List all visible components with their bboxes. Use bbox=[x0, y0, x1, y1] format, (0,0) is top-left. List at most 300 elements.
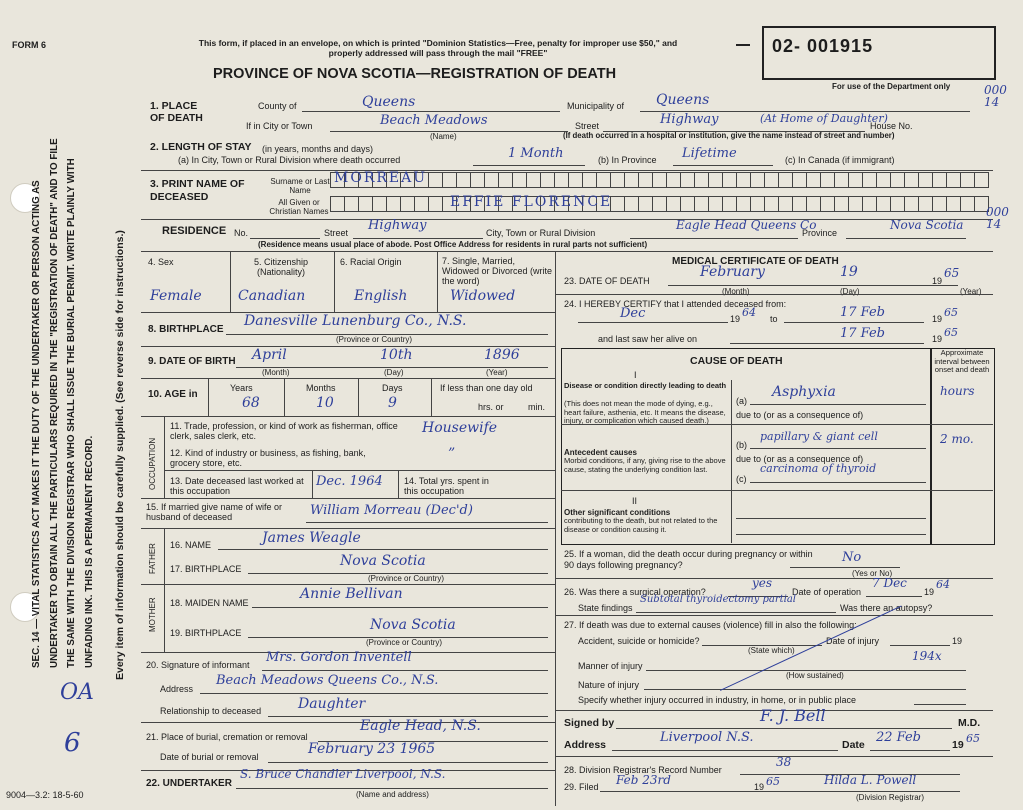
lessday-label: If less than one day old bbox=[440, 383, 533, 393]
signoff-bottom bbox=[555, 756, 993, 757]
residence-label: RESIDENCE bbox=[162, 225, 227, 237]
age-div4 bbox=[431, 378, 432, 416]
medical-title: MEDICAL CERTIFICATE OF DEATH bbox=[672, 256, 839, 267]
father-bottom bbox=[141, 584, 555, 585]
spouse-label: 15. If married give name of wife or husband of deceased bbox=[146, 502, 283, 522]
signed-label: Signed by bbox=[564, 717, 615, 729]
letter-cell bbox=[611, 172, 625, 188]
father-birthplace-label: 17. BIRTHPLACE bbox=[170, 564, 242, 574]
undertaker-label: 22. UNDERTAKER bbox=[146, 778, 232, 789]
side-instructions: SEC. 14 — VITAL STATISTICS ACT MAKES IT THE DUTY OF THE UNDERTAKER OR PERSON ACTING AS UNDERTAKER TO OBTAIN ALL THE PARTICULARS REQUIRED IN THE "REGISTRATION OF DEATH" AND TO FILE THE SAME WITH THE DIVISION REGISTRAR WHO SHALL ISSUE THE BURIAL PERMIT. WRITE PLAINLY WITH UNFADING INK. THIS IS A PERMANENT RECORD. bbox=[31, 138, 95, 668]
mother-caption: (Province or Country) bbox=[366, 638, 443, 647]
letter-cell bbox=[751, 196, 765, 212]
antecedent-note: Morbid conditions, if any, giving rise to the above cause, stating the underlying condition last. bbox=[564, 456, 726, 474]
dueto-2: due to (or as a consequence of) bbox=[736, 454, 864, 464]
letter-cell bbox=[330, 196, 345, 212]
city-label: If in City or Town bbox=[246, 121, 313, 131]
date-line bbox=[870, 750, 950, 751]
street-label-1: Street bbox=[575, 121, 600, 131]
q27: 27. If death was due to external causes (violence) fill in also the following: bbox=[564, 620, 857, 630]
age-label: 10. AGE in bbox=[148, 389, 198, 400]
dob-month-caption: (Month) bbox=[262, 368, 290, 377]
q26-bottom bbox=[555, 615, 993, 616]
letter-cell bbox=[765, 172, 779, 188]
address-value: Liverpool N.S. bbox=[660, 730, 754, 745]
letter-cell bbox=[793, 196, 807, 212]
letter-cell bbox=[947, 196, 961, 212]
disease-label: Disease or condition directly leading to death bbox=[564, 381, 727, 390]
stay-c-label: (c) In Canada (if immigrant) bbox=[785, 155, 895, 165]
years-label: Years bbox=[230, 383, 253, 393]
letter-cell bbox=[541, 172, 555, 188]
citizenship-label: 5. Citizenship (Nationality) bbox=[253, 257, 309, 277]
q14-div bbox=[398, 470, 399, 498]
letter-cell bbox=[863, 172, 877, 188]
letter-cell bbox=[457, 172, 471, 188]
row4-div2 bbox=[334, 251, 335, 312]
q23: 23. DATE OF DEATH bbox=[564, 276, 650, 286]
letter-cell bbox=[737, 172, 751, 188]
institution-note: (If death occurred in a hospital or institution, give the name instead of street and number) bbox=[563, 131, 895, 140]
op-year-prefix: 19 bbox=[924, 587, 935, 597]
dob-day-caption: (Day) bbox=[384, 368, 404, 377]
letter-cell bbox=[443, 172, 457, 188]
dob-year: 1896 bbox=[484, 347, 520, 363]
residence-city-value: Eagle Head Queens Co bbox=[676, 218, 817, 232]
date-year: 65 bbox=[966, 732, 980, 745]
other-note: contributing to the death, but not related to the disease or condition causing it. bbox=[564, 516, 718, 534]
op-date-line bbox=[866, 596, 922, 597]
informant-sig-line bbox=[262, 670, 548, 671]
form-code: 9004—3.2: 18-5-60 bbox=[6, 790, 84, 800]
sex-value: Female bbox=[150, 288, 202, 304]
residence-province-line bbox=[846, 238, 966, 239]
mother-birthplace-label: 19. BIRTHPLACE bbox=[170, 628, 242, 638]
residence-province-label: Province bbox=[802, 228, 838, 238]
letter-cell bbox=[779, 172, 793, 188]
surname-boxes bbox=[330, 172, 989, 188]
letter-cell bbox=[961, 172, 975, 188]
mother-name-line bbox=[252, 607, 548, 608]
q12: 12. Kind of industry or business, as fishing, bank, grocery store, etc. bbox=[170, 448, 366, 468]
residence-no-label: No. bbox=[234, 228, 249, 238]
address-label: Address bbox=[564, 739, 607, 751]
birthplace-caption: (Province or Country) bbox=[336, 335, 413, 344]
letter-cell bbox=[933, 172, 947, 188]
letter-cell bbox=[345, 196, 359, 212]
last-seen-line bbox=[730, 343, 924, 344]
letter-cell bbox=[849, 172, 863, 188]
letter-cell bbox=[877, 172, 891, 188]
q24-to-line bbox=[784, 322, 924, 323]
residence-street-label: Street bbox=[324, 228, 349, 238]
letter-cell bbox=[681, 172, 695, 188]
letter-cell bbox=[835, 196, 849, 212]
origin-value: English bbox=[354, 288, 408, 304]
county-label: County of bbox=[258, 101, 297, 111]
letter-cell bbox=[625, 196, 639, 212]
address-line bbox=[612, 750, 838, 751]
how-sustained: (How sustained) bbox=[786, 671, 844, 680]
letter-cell bbox=[387, 196, 401, 212]
filed-year-prefix: 19 bbox=[754, 782, 765, 792]
last-seen: 17 Feb bbox=[840, 326, 885, 341]
letter-cell bbox=[807, 196, 821, 212]
letter-cell bbox=[975, 172, 989, 188]
letter-cell bbox=[429, 172, 443, 188]
op-date-label: Date of operation bbox=[792, 587, 862, 597]
signed-line bbox=[616, 728, 952, 729]
margin-mark-6: 6 bbox=[64, 728, 81, 758]
informant-address-label: Address bbox=[160, 684, 194, 694]
stay-a-label: (a) In City, Town or Rural Division where death occurred bbox=[178, 155, 401, 165]
father-side-label: FATHER bbox=[148, 543, 157, 574]
letter-cell bbox=[555, 172, 569, 188]
cause-a-label: (a) bbox=[736, 396, 747, 406]
dueto-1: due to (or as a consequence of) bbox=[736, 410, 864, 420]
cause-row-rule bbox=[561, 424, 993, 425]
hrs-label: hrs. or bbox=[478, 402, 504, 412]
age-months: 10 bbox=[316, 395, 334, 411]
q24-from-line bbox=[578, 322, 728, 323]
cause-a-value: Asphyxia bbox=[772, 384, 836, 400]
death-month: February bbox=[700, 264, 765, 280]
findings-label: State findings bbox=[578, 603, 633, 613]
registrar-caption: (Division Registrar) bbox=[856, 793, 925, 802]
months-label: Months bbox=[306, 383, 336, 393]
letter-cell bbox=[667, 172, 681, 188]
undertaker-caption: (Name and address) bbox=[356, 790, 429, 799]
date-year-prefix: 19 bbox=[952, 739, 964, 751]
given-label: All Given or Christian Names bbox=[269, 198, 329, 216]
stay-b-label: (b) In Province bbox=[598, 155, 657, 165]
letter-cell bbox=[695, 172, 709, 188]
letter-cell bbox=[723, 196, 737, 212]
letter-cell bbox=[681, 196, 695, 212]
letter-cell bbox=[947, 172, 961, 188]
q23-line bbox=[668, 285, 958, 286]
informant-sig-label: 20. Signature of informant bbox=[146, 660, 250, 670]
age-div2 bbox=[284, 378, 285, 416]
cause-b-line bbox=[750, 448, 926, 449]
death-day: 19 bbox=[840, 264, 858, 280]
cause-c-line bbox=[750, 482, 926, 483]
last-seen-label: and last saw her alive on bbox=[598, 334, 698, 344]
given-name-boxes bbox=[330, 196, 989, 212]
letter-cell bbox=[611, 196, 625, 212]
street-value-1: Highway bbox=[660, 112, 719, 127]
stay-b-value: Lifetime bbox=[682, 146, 737, 161]
md-label: M.D. bbox=[958, 717, 981, 729]
letter-cell bbox=[891, 172, 905, 188]
record-no: 38 bbox=[776, 755, 792, 769]
letter-cell bbox=[905, 172, 919, 188]
to-year-prefix: 19 bbox=[932, 314, 943, 324]
letter-cell bbox=[765, 196, 779, 212]
occ-side-rule bbox=[164, 416, 165, 498]
letter-cell bbox=[933, 196, 947, 212]
stay-a-value: 1 Month bbox=[508, 146, 564, 161]
findings: Subtotal thyroidectomy partial bbox=[640, 594, 796, 605]
letter-cell bbox=[513, 172, 527, 188]
citizenship-value: Canadian bbox=[238, 288, 306, 304]
marital-label: 7. Single, Married, Widowed or Divorced (write the word) bbox=[442, 256, 553, 286]
residence-province-value: Nova Scotia bbox=[890, 218, 964, 232]
letter-cell bbox=[583, 172, 597, 188]
informant-relation: Daughter bbox=[298, 696, 366, 712]
last-seen-year-prefix: 19 bbox=[932, 334, 943, 344]
q11: 11. Trade, profession, or kind of work as fisherman, office clerk, sales clerk, etc. bbox=[170, 421, 398, 441]
informant-address-line bbox=[200, 693, 548, 694]
burial-place-label: 21. Place of burial, cremation or removal bbox=[146, 732, 308, 742]
dob-month: April bbox=[252, 347, 287, 363]
filed-year: 65 bbox=[766, 775, 780, 788]
birthplace-value: Danesville Lunenburg Co., N.S. bbox=[244, 313, 467, 329]
age-div1 bbox=[208, 378, 209, 416]
undertaker-value: S. Bruce Chandler Liverpool, N.S. bbox=[240, 767, 446, 781]
county-line bbox=[302, 111, 560, 112]
mother-birthplace-value: Nova Scotia bbox=[370, 617, 456, 633]
signed-value: F. J. Bell bbox=[760, 706, 826, 725]
dob-day: 10th bbox=[380, 347, 413, 363]
q29-line bbox=[600, 791, 960, 792]
informant-relation-label: Relationship to deceased bbox=[160, 706, 262, 716]
letter-cell bbox=[597, 172, 611, 188]
registration-number-box bbox=[762, 26, 996, 80]
roman-2: II bbox=[632, 496, 638, 506]
county-value: Queens bbox=[362, 94, 416, 110]
letter-cell bbox=[723, 172, 737, 188]
row9-bottom bbox=[141, 378, 555, 379]
interval-box bbox=[930, 348, 995, 545]
residence-street-line bbox=[353, 238, 483, 239]
q25: 25. If a woman, did the death occur during pregnancy or within 90 days following pregnancy? bbox=[564, 549, 813, 570]
accident-label: Accident, suicide or homicide? bbox=[578, 636, 700, 646]
death-day-caption: (Day) bbox=[840, 287, 860, 296]
date-value: 22 Feb bbox=[876, 730, 921, 745]
to-label: to bbox=[770, 314, 778, 324]
stay-b-line bbox=[673, 165, 773, 166]
spouse-bottom bbox=[141, 528, 555, 529]
death-year-prefix: 19 bbox=[932, 276, 943, 286]
state-which: (State which) bbox=[748, 646, 795, 655]
cause-a-interval: hours bbox=[940, 384, 975, 398]
letter-cell bbox=[863, 196, 877, 212]
letter-cell bbox=[751, 172, 765, 188]
father-name-value: James Weagle bbox=[262, 530, 361, 546]
a13: Dec. 1964 bbox=[316, 474, 383, 489]
father-name-label: 16. NAME bbox=[170, 540, 212, 550]
residence-city-line bbox=[630, 238, 798, 239]
death-year: 65 bbox=[944, 266, 960, 280]
letter-cell bbox=[569, 172, 583, 188]
q23-bottom bbox=[555, 294, 993, 295]
letter-cell bbox=[499, 172, 513, 188]
department-use-note: For use of the Department only bbox=[832, 82, 951, 91]
days-label: Days bbox=[382, 383, 403, 393]
letter-cell bbox=[807, 172, 821, 188]
q25-line bbox=[790, 567, 900, 568]
letter-cell bbox=[485, 172, 499, 188]
burial-date-label: Date of burial or removal bbox=[160, 752, 259, 762]
sex-label: 4. Sex bbox=[148, 257, 174, 267]
letter-cell bbox=[709, 172, 723, 188]
specify-line bbox=[914, 704, 966, 705]
father-side-rule bbox=[164, 528, 165, 584]
other-line bbox=[736, 518, 926, 519]
findings-line bbox=[636, 612, 836, 613]
letter-cell bbox=[359, 196, 373, 212]
cause-b-value: papillary & giant cell bbox=[760, 430, 878, 443]
cause-c-label: (c) bbox=[736, 474, 747, 484]
father-caption: (Province or Country) bbox=[368, 574, 445, 583]
residence-note: (Residence means usual place of abode. Post Office Address for residents in rural parts not sufficient) bbox=[258, 240, 648, 249]
letter-cell bbox=[401, 196, 415, 212]
age-years: 68 bbox=[242, 395, 260, 411]
length-of-stay-sub: (in years, months and days) bbox=[262, 144, 374, 154]
q13: 13. Date deceased last worked at this occupation bbox=[170, 476, 304, 496]
lower-top-rule bbox=[141, 251, 993, 252]
form-title: PROVINCE OF NOVA SCOTIA—REGISTRATION OF DEATH bbox=[213, 66, 617, 82]
spouse-line bbox=[306, 522, 548, 523]
from-month: Dec bbox=[620, 306, 646, 321]
age-days: 9 bbox=[388, 395, 397, 411]
q26: 26. Was there a surgical operation? bbox=[564, 587, 706, 597]
date-label: Date bbox=[842, 739, 865, 751]
q29: 29. Filed bbox=[564, 782, 599, 792]
occupation-side-label: OCCUPATION bbox=[148, 437, 157, 490]
death-year-caption: (Year) bbox=[960, 287, 982, 296]
letter-cell bbox=[653, 172, 667, 188]
side-note: Every item of information should be carefully supplied. (See reverse side for instructions.) bbox=[114, 230, 126, 680]
letter-cell bbox=[625, 172, 639, 188]
from-year: 64 bbox=[742, 306, 756, 319]
row10-bottom bbox=[141, 416, 555, 417]
letter-cell bbox=[429, 196, 443, 212]
residence-city-label: City, Town or Rural Division bbox=[486, 228, 596, 238]
informant-address: Beach Meadows Queens Co., N.S. bbox=[216, 673, 439, 688]
dash-mark bbox=[736, 44, 750, 46]
letter-cell bbox=[667, 196, 681, 212]
letter-cell bbox=[373, 196, 387, 212]
cause-b-label: (b) bbox=[736, 440, 747, 450]
city-caption: (Name) bbox=[430, 132, 457, 141]
row4-div3 bbox=[437, 251, 438, 312]
letter-cell bbox=[695, 196, 709, 212]
letter-cell bbox=[961, 196, 975, 212]
last-seen-year: 65 bbox=[944, 326, 958, 339]
burial-place: Eagle Head, N.S. bbox=[360, 718, 481, 734]
a26: yes bbox=[752, 576, 773, 590]
q28: 28. Division Registrar's Record Number bbox=[564, 765, 722, 775]
yesno-caption: (Yes or No) bbox=[852, 569, 893, 578]
specify-label: Specify whether injury occurred in industry, in home, or in public place bbox=[578, 695, 856, 705]
letter-cell bbox=[849, 196, 863, 212]
injury-year: 19 bbox=[952, 636, 963, 646]
to-date: 17 Feb bbox=[840, 305, 885, 320]
nature-label: Nature of injury bbox=[578, 680, 640, 690]
birthplace-label: 8. BIRTHPLACE bbox=[148, 324, 224, 335]
letter-cell bbox=[821, 196, 835, 212]
section3-top-rule bbox=[141, 170, 993, 171]
death-month-caption: (Month) bbox=[722, 287, 750, 296]
letter-cell bbox=[653, 196, 667, 212]
origin-label: 6. Racial Origin bbox=[340, 257, 402, 267]
other-label: Other significant conditions bbox=[564, 508, 671, 517]
letter-cell bbox=[415, 196, 429, 212]
cause-b-interval: 2 mo. bbox=[940, 432, 974, 446]
letter-cell bbox=[709, 196, 723, 212]
roman-1: I bbox=[634, 370, 637, 380]
from-year-prefix: 19 bbox=[730, 314, 741, 324]
informant-signature: Mrs. Gordon Inventell bbox=[266, 650, 412, 665]
letter-cell bbox=[905, 196, 919, 212]
op-date: 7 Dec bbox=[872, 576, 907, 590]
undertaker-line bbox=[236, 788, 548, 789]
spouse-value: William Morreau (Dec'd) bbox=[310, 503, 473, 518]
injury-date-label: Date of injury bbox=[826, 636, 880, 646]
other-line-2 bbox=[736, 534, 926, 535]
mother-side-rule bbox=[164, 584, 165, 652]
dob-label: 9. DATE OF BIRTH bbox=[148, 356, 236, 367]
letter-cell bbox=[639, 172, 653, 188]
letter-cell bbox=[793, 172, 807, 188]
cause-title: CAUSE OF DEATH bbox=[690, 355, 783, 367]
a25: No bbox=[842, 550, 862, 565]
antecedent-label: Antecedent causes bbox=[564, 448, 637, 457]
letter-cell bbox=[527, 172, 541, 188]
stay-a-line bbox=[473, 165, 585, 166]
residence-street-value: Highway bbox=[368, 218, 427, 233]
municipality-value: Queens bbox=[656, 92, 710, 108]
letter-cell bbox=[639, 196, 653, 212]
manner-label: Manner of injury bbox=[578, 661, 643, 671]
residence-no-line bbox=[250, 238, 320, 239]
a12: ” bbox=[448, 446, 456, 462]
registrar-signature: Hilda L. Powell bbox=[824, 773, 917, 787]
age-div3 bbox=[358, 378, 359, 416]
disease-note: (This does not mean the mode of dying, e.g., heart failure, asthenia, etc. It means the disease, injury, or complication which caused death.) bbox=[564, 399, 726, 425]
house-value: (At Home of Daughter) bbox=[760, 112, 888, 125]
q25-bottom bbox=[555, 578, 993, 579]
house-label: House No. bbox=[870, 121, 913, 131]
registration-number: 02- 001915 bbox=[772, 36, 874, 56]
letter-cell bbox=[877, 196, 891, 212]
margin-code: 000 14 bbox=[984, 83, 1007, 109]
burial-date-line bbox=[268, 762, 548, 763]
place-of-death-label: 1. PLACE OF DEATH bbox=[150, 100, 203, 124]
mailing-notice: This form, if placed in an envelope, on which is printed "Dominion Statistics—Free, penalty for improper use $50," and properly addressed will pass through the mail "FREE" bbox=[198, 38, 678, 58]
q24: 24. I HEREBY CERTIFY that I attended deceased from: bbox=[564, 299, 787, 309]
informant-bottom bbox=[141, 722, 555, 723]
cause-ii-rule bbox=[561, 490, 993, 491]
cause-c-value: carcinoma of thyroid bbox=[760, 462, 877, 475]
surname-label: Surname or Last Name bbox=[270, 177, 330, 195]
municipality-label: Municipality of bbox=[567, 101, 625, 111]
op-year: 64 bbox=[936, 578, 950, 591]
print-name-label: 3. PRINT NAME OF DECEASED bbox=[150, 178, 245, 203]
mother-name-value: Annie Bellivan bbox=[300, 586, 403, 602]
letter-cell bbox=[835, 172, 849, 188]
autopsy-label: Was there an autopsy? bbox=[840, 603, 933, 613]
cause-inner-div bbox=[731, 380, 732, 543]
informant-relation-line bbox=[268, 716, 548, 717]
occ-bottom bbox=[141, 498, 555, 499]
surname-value: MORREAU bbox=[334, 170, 428, 186]
margin-mark-oa: OA bbox=[60, 680, 94, 705]
letter-cell bbox=[821, 172, 835, 188]
interval-label: Approximate interval between onset and death bbox=[934, 348, 990, 374]
